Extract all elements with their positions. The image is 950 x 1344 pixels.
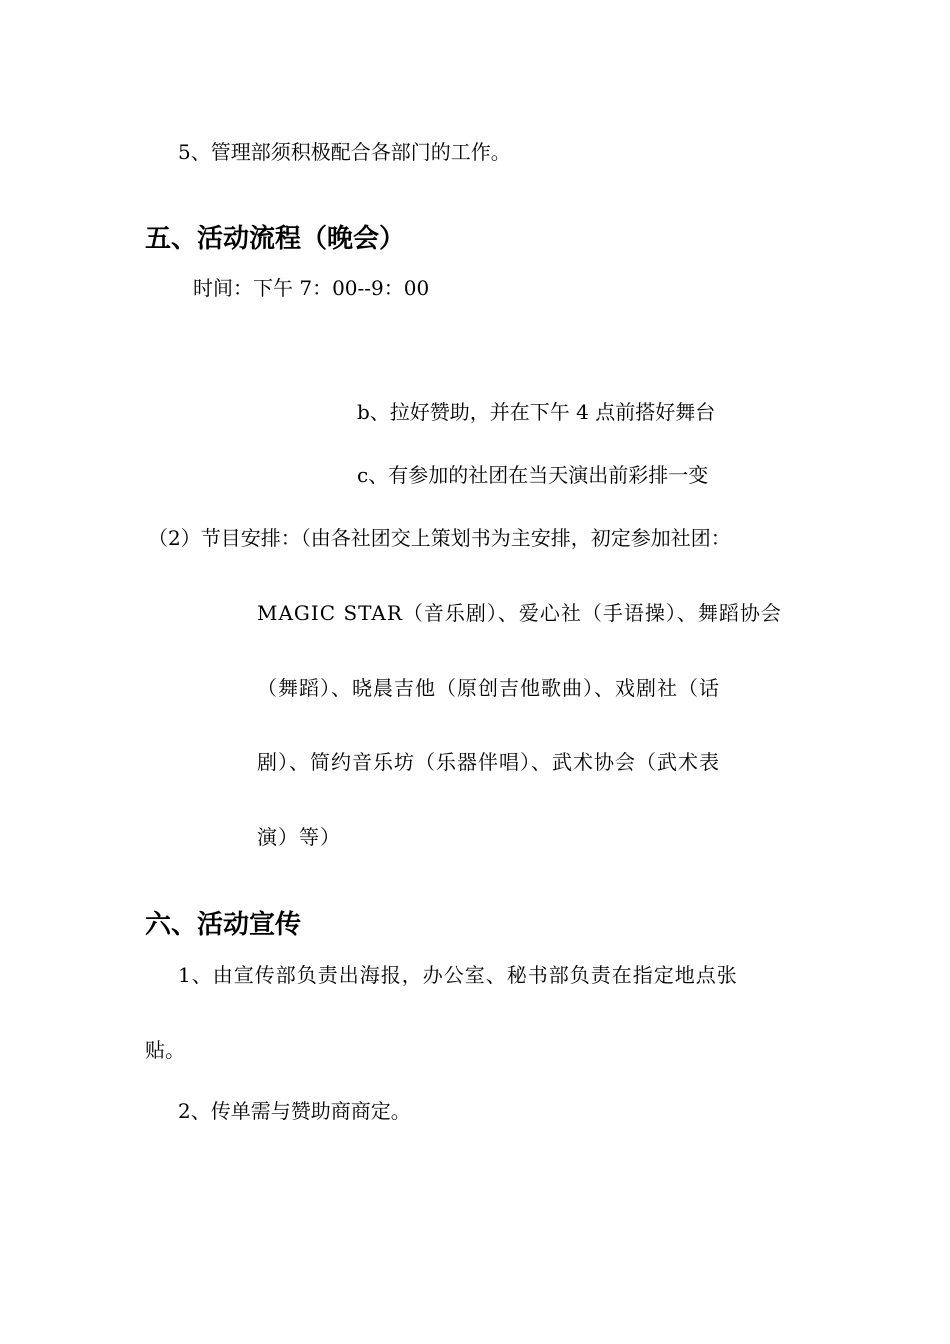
program-line: 演）等） <box>257 825 341 849</box>
section-6-heading: 六、活动宣传 <box>145 910 302 940</box>
program-line: MAGIC STAR（音乐剧）、爱心社（手语操）、舞蹈协会 <box>257 601 782 625</box>
sub-item-b-text: b、拉好赞助，并在下午 4 点前搭好舞台 <box>357 400 716 424</box>
program-intro-text: （2）节目安排：（由各社团交上策划书为主安排，初定参加社团： <box>148 526 731 550</box>
publicity-item-1-line-2: 贴。 <box>145 1038 185 1062</box>
program-line: 剧）、简约音乐坊（乐器伴唱）、武术协会（武术表 <box>257 750 720 774</box>
section-5-heading: 五、活动流程（晚会） <box>145 224 406 254</box>
sub-item-c-text: c、有参加的社团在当天演出前彩排一变 <box>357 463 709 487</box>
event-time-text: 时间：下午 7：00--9：00 <box>193 276 430 300</box>
program-line: （舞蹈）、晓晨吉他（原创吉他歌曲）、戏剧社（话 <box>257 676 720 700</box>
item-5-text: 5、管理部须积极配合各部门的工作。 <box>178 140 511 164</box>
publicity-item-2: 2、传单需与赞助商商定。 <box>178 1099 411 1123</box>
publicity-item-1-line-1: 1、由宣传部负责出海报，办公室、秘书部负责在指定地点张 <box>178 963 738 987</box>
